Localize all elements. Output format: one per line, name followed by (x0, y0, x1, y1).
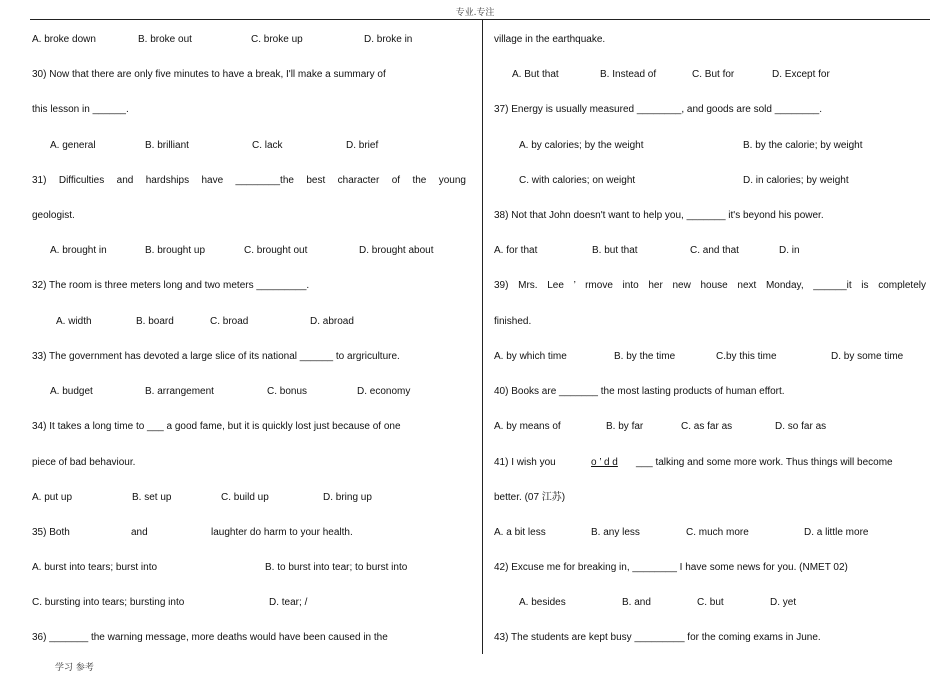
q39-text: 39) Mrs. Lee ’ rmove into her new house next Monday, ______it is completely (494, 280, 926, 291)
q31-option-d: D. brought about (359, 245, 434, 256)
q33-option-d: D. economy (357, 386, 411, 397)
q42-option-b: B. and (622, 597, 651, 608)
q41-option-b: B. any less (591, 527, 640, 538)
q32-option-a: A. width (56, 316, 92, 327)
q41-option-c: C. much more (686, 527, 749, 538)
q29-option-b: B. broke out (138, 34, 192, 45)
q30-option-c: C. lack (252, 140, 283, 151)
q32-option-c: C. broad (210, 316, 249, 327)
q36-option-b: B. Instead of (600, 69, 657, 80)
q30-option-b: B. brilliant (145, 140, 189, 151)
column-divider (482, 19, 483, 654)
q29-option-c: C. broke up (251, 34, 303, 45)
header-rule (30, 19, 930, 20)
q32-option-d: D. abroad (310, 316, 354, 327)
q34-option-c: C. build up (221, 492, 269, 503)
q30-text-cont: this lesson in ______. (32, 104, 129, 115)
q33-option-c: C. bonus (267, 386, 308, 397)
q33-option-b: B. arrangement (145, 386, 214, 397)
q34-text-cont: piece of bad behaviour. (32, 457, 136, 468)
q35-option-c: C. bursting into tears; bursting into (32, 597, 185, 608)
q36-text: 36) _______ the warning message, more deaths would have been caused in the (32, 632, 388, 643)
q42-text: 42) Excuse me for breaking in, ________ I have some news for you. (NMET 02) (494, 562, 848, 573)
q38-text: 38) Not that John doesn't want to help you, _______ it's beyond his power. (494, 210, 824, 221)
q31-text: 31) Difficulties and hardships have ________the best character of the young (32, 175, 466, 186)
q37-option-a: A. by calories; by the weight (519, 140, 644, 151)
q30-text: 30) Now that there are only five minutes to have a break, I'll make a summary of (32, 69, 386, 80)
q43-text: 43) The students are kept busy _________ for the coming exams in June. (494, 632, 821, 643)
q35-option-b: B. to burst into tear; to burst into (265, 562, 408, 573)
q40-text: 40) Books are _______ the most lasting products of human effort. (494, 386, 785, 397)
q34-option-b: B. set up (132, 492, 172, 503)
q41-text: 41) I wish you (494, 457, 556, 468)
q42-option-d: D. yet (770, 597, 797, 608)
q34-option-d: D. bring up (323, 492, 372, 503)
q33-text: 33) The government has devoted a large slice of its national ______ to argriculture. (32, 351, 400, 362)
q30-option-a: A. general (50, 140, 96, 151)
q41-text-garbled: o ’ d d (591, 457, 618, 468)
page-footer: 学习 参考 (55, 663, 94, 673)
page-header: 专业.专注 (455, 8, 495, 18)
q41-text-end: ___ talking and some more work. Thus things will become (636, 457, 893, 468)
q38-option-d: D. in (779, 245, 800, 256)
q32-option-b: B. board (136, 316, 174, 327)
q31-option-c: C. brought out (244, 245, 308, 256)
q35-option-a: A. burst into tears; burst into (32, 562, 158, 573)
q42-option-a: A. besides (519, 597, 566, 608)
q34-option-a: A. put up (32, 492, 73, 503)
q38-option-a: A. for that (494, 245, 538, 256)
q36-option-a: A. But that (512, 69, 559, 80)
q35-text-part1: 35) Both (32, 527, 70, 538)
q31-text-cont: geologist. (32, 210, 75, 221)
q37-option-c: C. with calories; on weight (519, 175, 636, 186)
q36-text-cont: village in the earthquake. (494, 34, 606, 45)
q31-option-b: B. brought up (145, 245, 206, 256)
q36-option-c: C. But for (692, 69, 735, 80)
q31-option-a: A. brought in (50, 245, 107, 256)
q41-option-a: A. a bit less (494, 527, 546, 538)
q42-option-c: C. but (697, 597, 724, 608)
q41-option-d: D. a little more (804, 527, 869, 538)
q32-text: 32) The room is three meters long and two meters _________. (32, 280, 310, 291)
q39-option-c: C.by this time (716, 351, 777, 362)
q30-option-d: D. brief (346, 140, 379, 151)
q38-option-b: B. but that (592, 245, 638, 256)
q39-option-a: A. by which time (494, 351, 567, 362)
q36-option-d: D. Except for (772, 69, 830, 80)
q33-option-a: A. budget (50, 386, 93, 397)
q39-option-d: D. by some time (831, 351, 904, 362)
q40-option-d: D. so far as (775, 421, 827, 432)
q37-text: 37) Energy is usually measured ________, and goods are sold ________. (494, 104, 823, 115)
q40-option-a: A. by means of (494, 421, 561, 432)
q40-option-b: B. by far (606, 421, 644, 432)
q39-text-cont: finished. (494, 316, 532, 327)
q40-option-c: C. as far as (681, 421, 733, 432)
q35-text-part3: laughter do harm to your health. (211, 527, 353, 538)
q29-option-d: D. broke in (364, 34, 413, 45)
q38-option-c: C. and that (690, 245, 739, 256)
q34-text: 34) It takes a long time to ___ a good fame, but it is quickly lost just because of one (32, 421, 401, 432)
q39-option-b: B. by the time (614, 351, 676, 362)
q37-option-d: D. in calories; by weight (743, 175, 849, 186)
q29-option-a: A. broke down (32, 34, 96, 45)
q41-text-cont: better. (07 江苏) (494, 492, 566, 503)
q37-option-b: B. by the calorie; by weight (743, 140, 863, 151)
q35-option-d: D. tear; / (269, 597, 308, 608)
q35-text-part2: and (131, 527, 148, 538)
